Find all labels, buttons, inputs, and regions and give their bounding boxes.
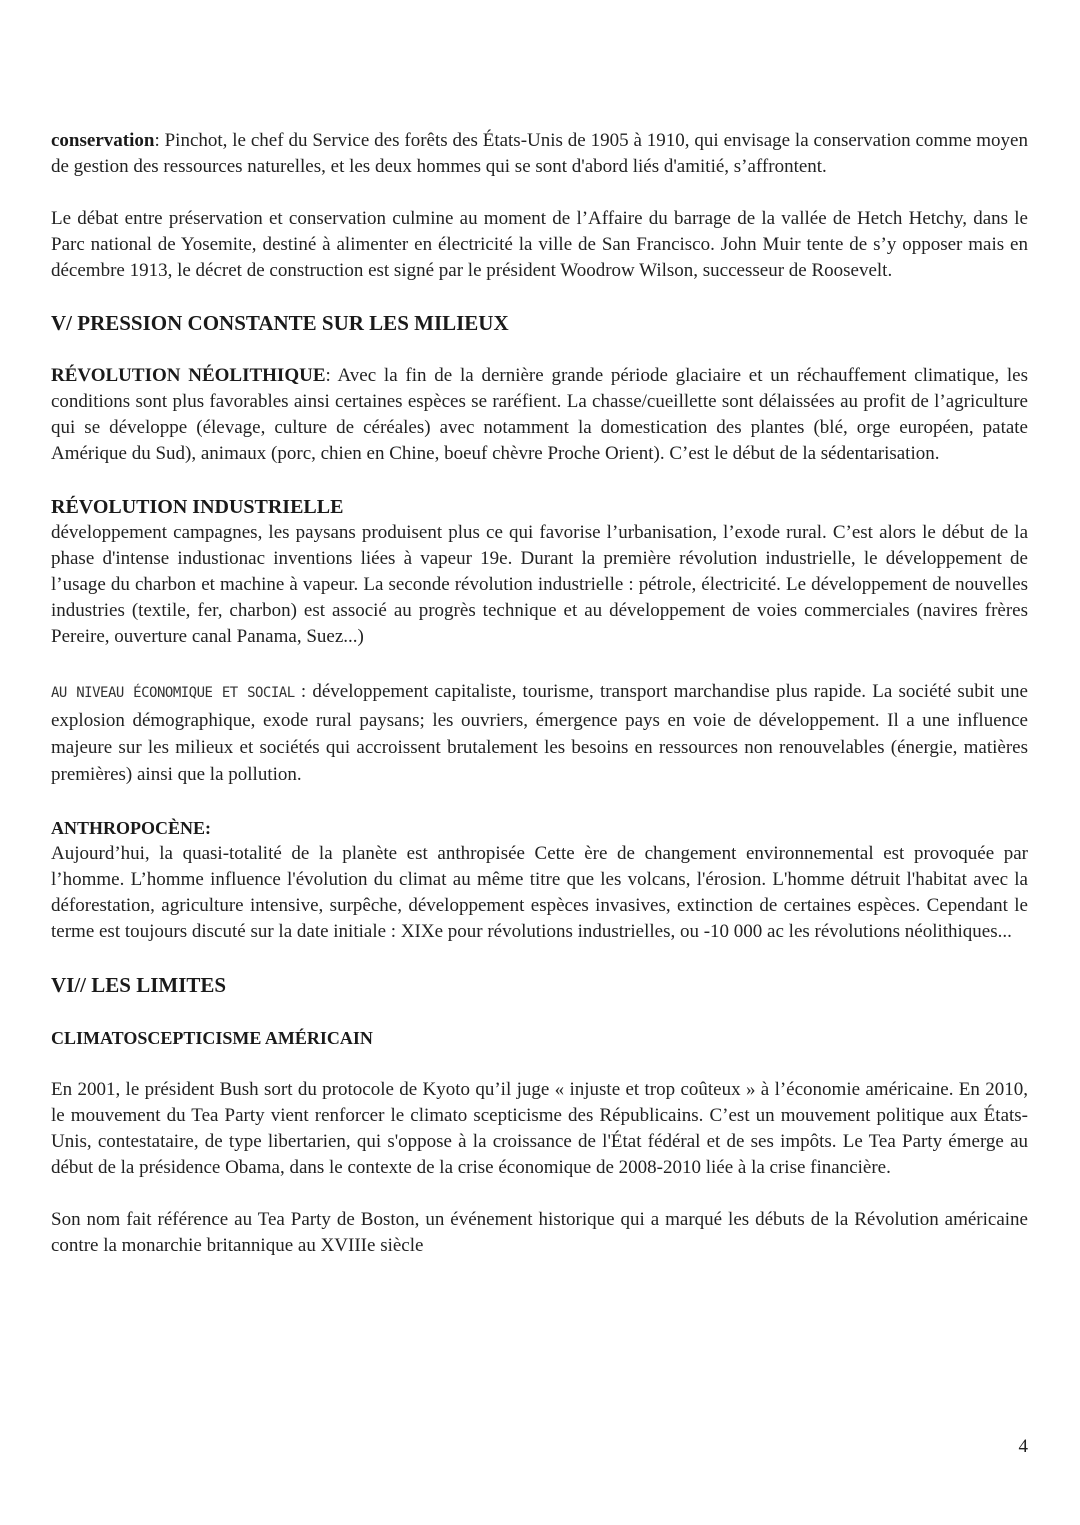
paragraph-neolithic-text: : Avec la fin de la dernière grande période glaciaire et un réchauffement climatique, les conditions sont plus favorables ainsi certaines espèces se raréfient. La chasse/cueillette sont délaissées au profit de l’agriculture qui se développe (élevage, culture de céréales) avec notamment la domestication des plantes (blé, orge européen, patate Amérique du Sud), animaux (porc, chien en Chine, boeuf chèvre Proche Orient). C’est le début de la sédentarisation. (51, 365, 1028, 464)
paragraph-anthropocene: Aujourd’hui, la quasi-totalité de la planète est anthropisée Cette ère de changement environnemental est provoquée par l’homme. L’homme influence l'évolution du climat au même titre que les volcans, l'érosion. L'homme détruit l'habitat avec la déforestation, agriculture intensive, surpêche, développement espèces invasives, extinction de certaines espèces. Cependant le terme est toujours discuté sur la date initiale : XIXe pour révolutions industrielles, ou -10 000 ac les révolutions néolithiques... (51, 843, 1028, 942)
term-conservation: conservation (51, 130, 155, 151)
page-number: 4 (1018, 1436, 1028, 1457)
industrial-heading: RÉVOLUTION INDUSTRIELLE (51, 496, 344, 518)
paragraph-conservation-text: : Pinchot, le chef du Service des forêts des États-Unis de 1905 à 1910, qui envisage la conservation comme moyen de gestion des ressources naturelles, et les deux hommes qui se sont d'abord liés d'amitié, s’affrontent. (51, 130, 1028, 177)
document-page (51, 128, 1028, 1259)
term-neolithic: RÉVOLUTION NÉOLITHIQUE (51, 365, 326, 386)
paragraph-hetch-hetchy: Le débat entre préservation et conservation culmine au moment de l’Affaire du barrage de la vallée de Hetch Hetchy, dans le Parc national de Yosemite, destiné à alimenter en électricité la ville de San Francisco. John Muir tente de s’y opposer mais en décembre 1913, le décret de construction est signé par le président Woodrow Wilson, successeur de Roosevelt. (51, 208, 1028, 281)
anthropocene-heading: ANTHROPOCÈNE: (51, 818, 212, 838)
climatoscepticism-heading: CLIMATOSCEPTICISME AMÉRICAIN (51, 1028, 373, 1048)
paragraph-economic-social-text: : développement capitaliste, tourisme, transport marchandise plus rapide. La société subit une explosion démographique, exode rural paysans; les ouvriers, émergence pays en voie de développement. Il a une influence majeure sur les milieux et sociétés qui accroissent brutalement les besoins en ressources non renouvelables (énergie, matières premières) ainsi que la pollution. (51, 681, 1028, 785)
paragraph-neolithic (51, 363, 1028, 467)
paragraph-conservation (51, 128, 1028, 180)
paragraph-economic-social (51, 678, 1028, 788)
paragraph-climatoscepticism-1: En 2001, le président Bush sort du protocole de Kyoto qu’il juge « injuste et trop coûteux » à l’économie américaine. En 2010, le mouvement du Tea Party vient renforcer le climato scepticisme des Républicains. C’est un mouvement politique aux États-Unis, contestataire, de type libertarien, qui s'oppose à la croissance de l'État fédéral et de ses impôts. Le Tea Party émerge au début de la présidence Obama, dans le contexte de la crise économique de 2008-2010 liée à la crise financière. (51, 1079, 1028, 1178)
section-6-heading: VI// LES LIMITES (51, 973, 227, 997)
term-economic-social: AU NIVEAU ÉCONOMIQUE ET SOCIAL (51, 685, 295, 701)
paragraph-climatoscepticism-2: Son nom fait référence au Tea Party de Boston, un événement historique qui a marqué les débuts de la Révolution américaine contre la monarchie britannique au XVIIIe siècle (51, 1209, 1028, 1256)
section-5-heading: V/ PRESSION CONSTANTE SUR LES MILIEUX (51, 311, 509, 335)
paragraph-industrial: développement campagnes, les paysans produisent plus ce qui favorise l’urbanisation, l’exode rural. C’est alors le début de la phase d'intense industionac inventions liées à vapeur 19e. Durant la première révolution industrielle, le développement de l’usage du charbon et machine à vapeur. La seconde révolution industrielle : pétrole, électricité. Le développement de nouvelles industries (textile, fer, charbon) est associé au progrès technique et au développement de voies commerciales (navires frères Pereire, ouverture canal Panama, Suez...) (51, 522, 1028, 647)
